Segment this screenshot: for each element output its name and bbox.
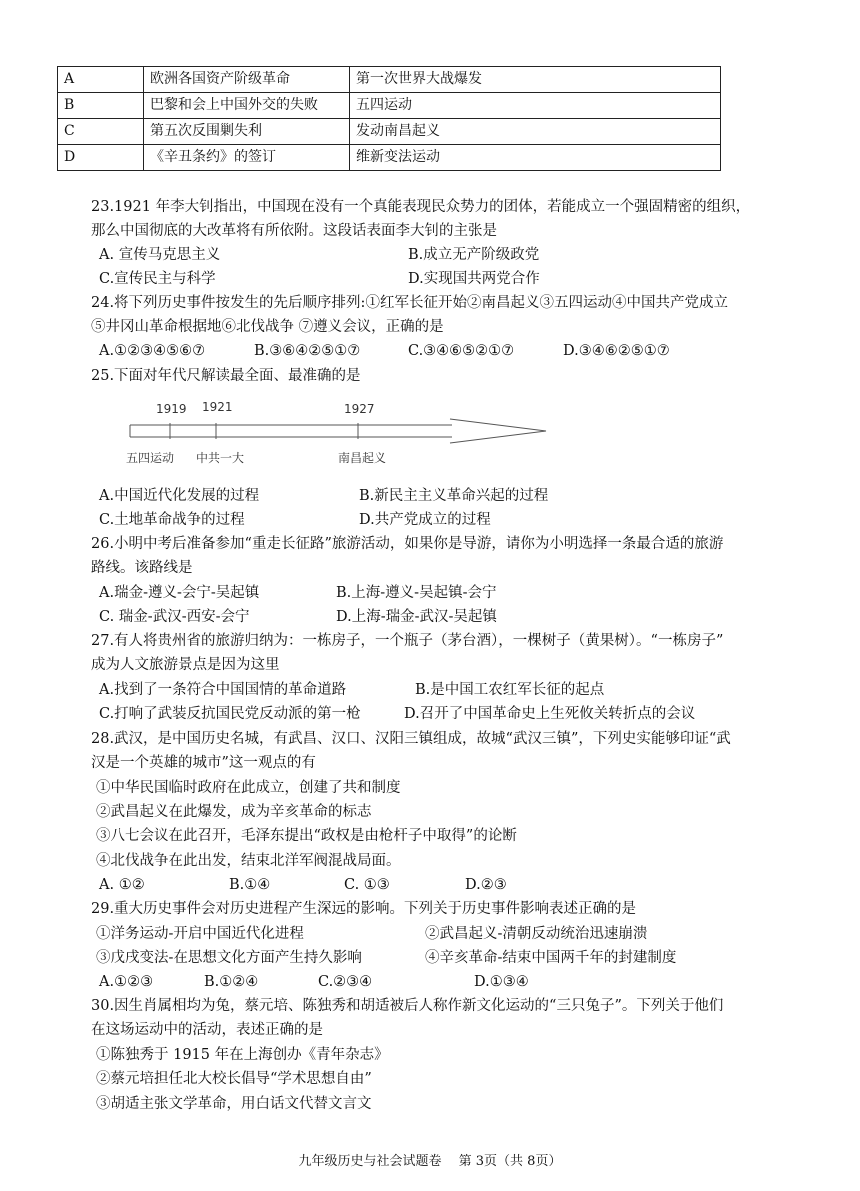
table-cell: 第一次世界大战爆发 [350,67,721,93]
table-cell: C [58,119,144,145]
q26-stem-line2: 路线。该路线是 [91,560,193,576]
year-timeline [122,398,562,468]
table-row [58,67,721,93]
q28-option-b: B.①④ [229,877,271,893]
page-footer: 九年级历史与社会试题卷 第 3页（共 8页） [298,1154,562,1169]
q29-option-b: B.①②④ [204,974,259,990]
table-row [58,119,721,145]
table-cell: B [58,93,144,119]
q29-item: ④辛亥革命-结束中国两千年的封建制度 [425,950,677,966]
q28-stem-line2: 汉是一个英雄的城市”这一观点的有 [91,755,316,771]
q30-item: ②蔡元培担任北大校长倡导“学术思想自由” [96,1071,372,1087]
q26-option-d: D.上海-瑞金-武汉-吴起镇 [336,609,497,625]
timeline-label: 南昌起义 [338,451,387,465]
q29-stem-line1: 29.重大历史事件会对历史进程产生深远的影响。下列关于历史事件影响表述正确的是 [91,901,637,917]
table-cell: 《辛丑条约》的签订 [144,145,350,171]
q30-stem-line1: 30.因生肖属相均为兔，蔡元培、陈独秀和胡适被后人称作新文化运动的“三只兔子”。下列关于他们 [91,998,724,1014]
q30-item: ③胡适主张文学革命，用白话文代替文言文 [96,1096,372,1112]
q25-stem-line1: 25.下面对年代尺解读最全面、最准确的是 [91,368,361,384]
q29-item: ①洋务运动-开启中国近代化进程 [96,926,304,942]
table-row [58,93,721,119]
q29-item: ②武昌起义-清朝反动统治迅速崩溃 [425,926,648,942]
q25-option-a: A.中国近代化发展的过程 [99,488,260,504]
q28-item: ②武昌起义在此爆发，成为辛亥革命的标志 [96,804,372,820]
q28-stem-line1: 28.武汉，是中国历史名城，有武昌、汉口、汉阳三镇组成，故城“武汉三镇”，下列史实能够印证“武 [91,731,731,747]
table-cell: 巴黎和会上中国外交的失败 [144,93,350,119]
q24-option-c: C.③④⑥⑤②①⑦ [408,343,515,359]
q26-option-b: B.上海-遵义-吴起镇-会宁 [336,585,497,601]
q27-option-c: C.打响了武装反抗国民党反动派的第一枪 [99,706,361,722]
q28-item: ③八七会议在此召开，毛泽东提出“政权是由枪杆子中取得”的论断 [96,828,517,844]
table-cell: D [58,145,144,171]
q27-option-b: B.是中国工农红军长征的起点 [415,682,605,698]
q27-option-d: D.召开了中国革命史上生死攸关转折点的会议 [404,706,696,722]
table-cell: 五四运动 [350,93,721,119]
timeline-label: 中共一大 [196,451,245,465]
q24-stem-line2: ⑤井冈山革命根据地⑥北伐战争 ⑦遵义会议，正确的是 [91,319,444,335]
q26-option-c: C. 瑞金-武汉-西安-会宁 [99,609,250,625]
q27-stem-line1: 27.有人将贵州省的旅游归纳为：一栋房子，一个瓶子（茅台酒），一棵树子（黄果树）。“一栋房子” [91,633,724,649]
q28-item: ④北伐战争在此出发，结束北洋军阀混战局面。 [96,853,401,869]
q25-option-b: B.新民主主义革命兴起的过程 [359,488,549,504]
timeline-year: 1927 [344,402,375,416]
q24-option-b: B.③⑥④②⑤①⑦ [254,343,361,359]
q30-item: ①陈独秀于 1915 年在上海创办《青年杂志》 [96,1047,389,1063]
table-cell: 维新变法运动 [350,145,721,171]
q28-option-a: A. ①② [99,877,145,893]
options-table [57,66,721,171]
table-cell: 欧洲各国资产阶级革命 [144,67,350,93]
q23-option-b: B.成立无产阶级政党 [408,247,540,263]
q24-stem-line1: 24.将下列历史事件按发生的先后顺序排列:①红军长征开始②南昌起义③五四运动④中国共产党成立 [91,295,728,311]
q24-option-d: D.③④⑥②⑤①⑦ [563,343,670,359]
q29-item: ③戊戌变法-在思想文化方面产生持久影响 [96,950,362,966]
q23-stem-line2: 那么中国彻底的大改革将有所依附。这段话表面李大钊的主张是 [91,223,497,239]
q28-item: ①中华民国临时政府在此成立，创建了共和制度 [96,780,401,796]
table-cell: 第五次反围剿失利 [144,119,350,145]
timeline-year: 1921 [202,400,233,414]
q26-stem-line1: 26.小明中考后准备参加“重走长征路”旅游活动，如果你是导游，请你为小明选择一条最合适的旅游 [91,536,724,552]
q23-option-a: A. 宣传马克思主义 [99,247,221,263]
q30-stem-line2: 在这场运动中的活动，表述正确的是 [91,1022,323,1038]
q28-option-d: D.②③ [465,877,507,893]
q27-option-a: A.找到了一条符合中国国情的革命道路 [99,682,347,698]
table-cell: 发动南昌起义 [350,119,721,145]
q27-stem-line2: 成为人文旅游景点是因为这里 [91,657,280,673]
q23-option-d: D.实现国共两党合作 [408,271,540,287]
table-row [58,145,721,171]
timeline-arrowhead [450,419,546,443]
q29-option-d: D.①③④ [474,974,529,990]
q25-option-d: D.共产党成立的过程 [359,512,491,528]
q23-stem-line1: 23.1921 年李大钊指出，中国现在没有一个真能表现民众势力的团体，若能成立一个强固精密的组织， [91,199,751,215]
table-cell: A [58,67,144,93]
q24-option-a: A.①②③④⑤⑥⑦ [99,343,206,359]
q29-option-a: A.①②③ [99,974,154,990]
timeline-year: 1919 [156,402,187,416]
timeline-label: 五四运动 [126,451,175,465]
q28-option-c: C. ①③ [344,877,390,893]
q23-option-c: C.宣传民主与科学 [99,271,216,287]
q26-option-a: A.瑞金-遵义-会宁-吴起镇 [99,585,260,601]
q25-option-c: C.土地革命战争的过程 [99,512,245,528]
q29-option-c: C.②③④ [318,974,373,990]
